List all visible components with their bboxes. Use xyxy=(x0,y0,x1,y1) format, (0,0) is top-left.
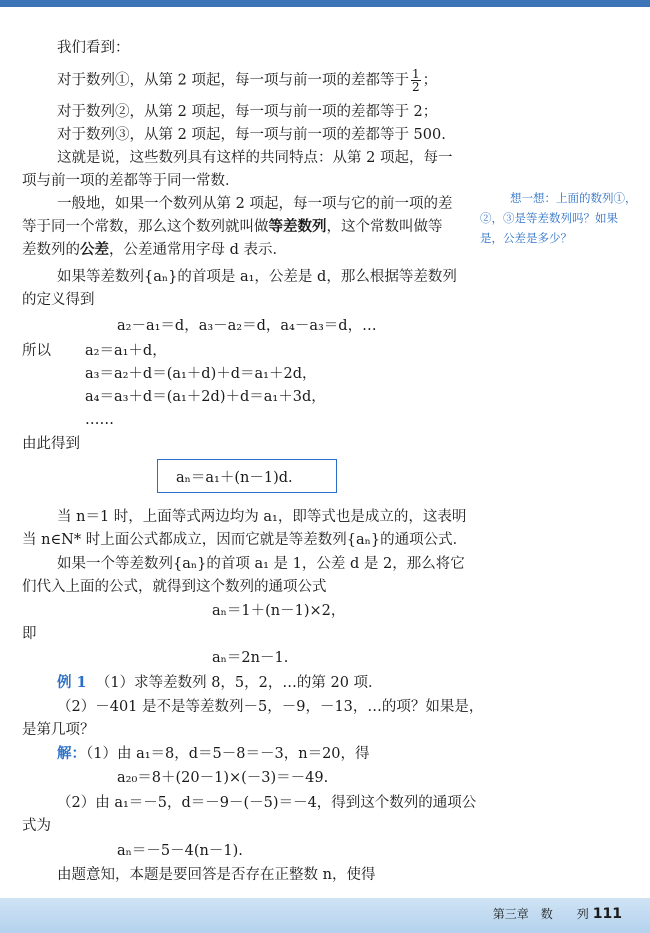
solution-label: 解： xyxy=(57,745,86,762)
text-line: 们代入上面的公式，就得到这个数列的通项公式 xyxy=(22,579,327,595)
text-line: （2）－401 是不是等差数列－5，－9，－13，…的项？如果是， xyxy=(57,699,484,715)
text-line: 项与前一项的差都等于同一常数． xyxy=(22,173,240,189)
text-line: 是第几项？ xyxy=(22,722,95,738)
term-common-difference: 公差 xyxy=(80,241,109,258)
sidebar-line: 想一想：上面的数列①， xyxy=(510,191,637,205)
fraction: $\frac{1}{2}$ xyxy=(411,67,420,94)
text-line: 差数列的公差，公差通常用字母 d 表示． xyxy=(22,241,287,258)
text-line: （2）由 a₁＝－5，d＝－9－(－5)＝－4，得到这个数列的通项公 xyxy=(57,795,477,811)
equation-line: a₂＝a₁＋d， xyxy=(85,343,167,359)
sidebar-note xyxy=(480,188,638,248)
ellipsis-line: …… xyxy=(85,412,114,428)
equation-line: a₂－a₁＝d，a₃－a₂＝d，a₄－a₃＝d，… xyxy=(117,318,377,334)
equation-line: aₙ＝2n－1. xyxy=(212,650,289,666)
text-line: 对于数列①，从第 2 项起，每一项与前一项的差都等于 $\frac{1}{2}$ ； xyxy=(57,67,438,94)
text-line: 即 xyxy=(22,626,37,642)
text-line: 如果一个等差数列{aₙ}的首项 a₁ 是 1，公差 d 是 2，那么将它 xyxy=(57,556,465,572)
text-line: 对于数列③，从第 2 项起，每一项与前一项的差都等于 500. xyxy=(57,127,446,143)
text-line: 由题意知，本题是要回答是否存在正整数 n，使得 xyxy=(57,867,376,883)
equation-line: a₃＝a₂＋d＝(a₁＋d)＋d＝a₁＋2d， xyxy=(85,366,317,382)
equation-line: aₙ＝1＋(n－1)×2， xyxy=(212,603,346,619)
text-line: 所以 xyxy=(22,343,51,359)
general-term-formula-box xyxy=(157,459,337,493)
equation-line: aₙ＝－5－4(n－1). xyxy=(117,843,243,859)
text-line: 等于同一个常数，那么这个数列就叫做等差数列，这个常数叫做等 xyxy=(22,218,443,235)
text-line: 对于数列②，从第 2 项起，每一项与前一项的差都等于 2； xyxy=(57,104,438,120)
sidebar-line: ②，③是等差数列吗？如果 xyxy=(480,211,618,225)
header-rule xyxy=(0,0,650,7)
sidebar-line: 是，公差是多少？ xyxy=(480,231,572,245)
text-line: 当 n∈N* 时上面公式都成立，因而它就是等差数列{aₙ}的通项公式． xyxy=(22,532,468,548)
footer-label xyxy=(493,905,622,922)
example-line: 例 1 （1）求等差数列 8，5，2，…的第 20 项． xyxy=(57,674,383,691)
term-arithmetic-sequence: 等差数列 xyxy=(268,218,327,235)
equation-line: a₂₀＝8＋(20－1)×(－3)＝－49. xyxy=(117,770,329,786)
general-term-formula: aₙ＝a₁＋(n－1)d. xyxy=(176,470,293,486)
text-line: 的定义得到 xyxy=(22,292,95,308)
text-line: 我们看到： xyxy=(57,40,130,56)
text-line: 如果等差数列{aₙ}的首项是 a₁，公差是 d，那么根据等差数列 xyxy=(57,269,457,285)
text-line: 当 n＝1 时，上面等式两边均为 a₁，即等式也是成立的，这表明 xyxy=(57,509,467,525)
text-line: 由此得到 xyxy=(22,436,80,452)
text-line: 一般地，如果一个数列从第 2 项起，每一项与它的前一项的差 xyxy=(57,196,453,212)
example-label: 例 1 xyxy=(57,674,87,691)
solution-line: 解：（1）由 a₁＝8，d＝5－8＝－3，n＝20，得 xyxy=(57,745,370,762)
chapter-title: 第三章 数 列 xyxy=(492,907,589,921)
text-line: 式为 xyxy=(22,818,51,834)
equation-line: a₄＝a₃＋d＝(a₁＋2d)＋d＝a₁＋3d， xyxy=(85,389,326,405)
text-line: 这就是说，这些数列具有这样的共同特点：从第 2 项起，每一 xyxy=(57,150,453,166)
page-number: 111 xyxy=(592,906,622,922)
